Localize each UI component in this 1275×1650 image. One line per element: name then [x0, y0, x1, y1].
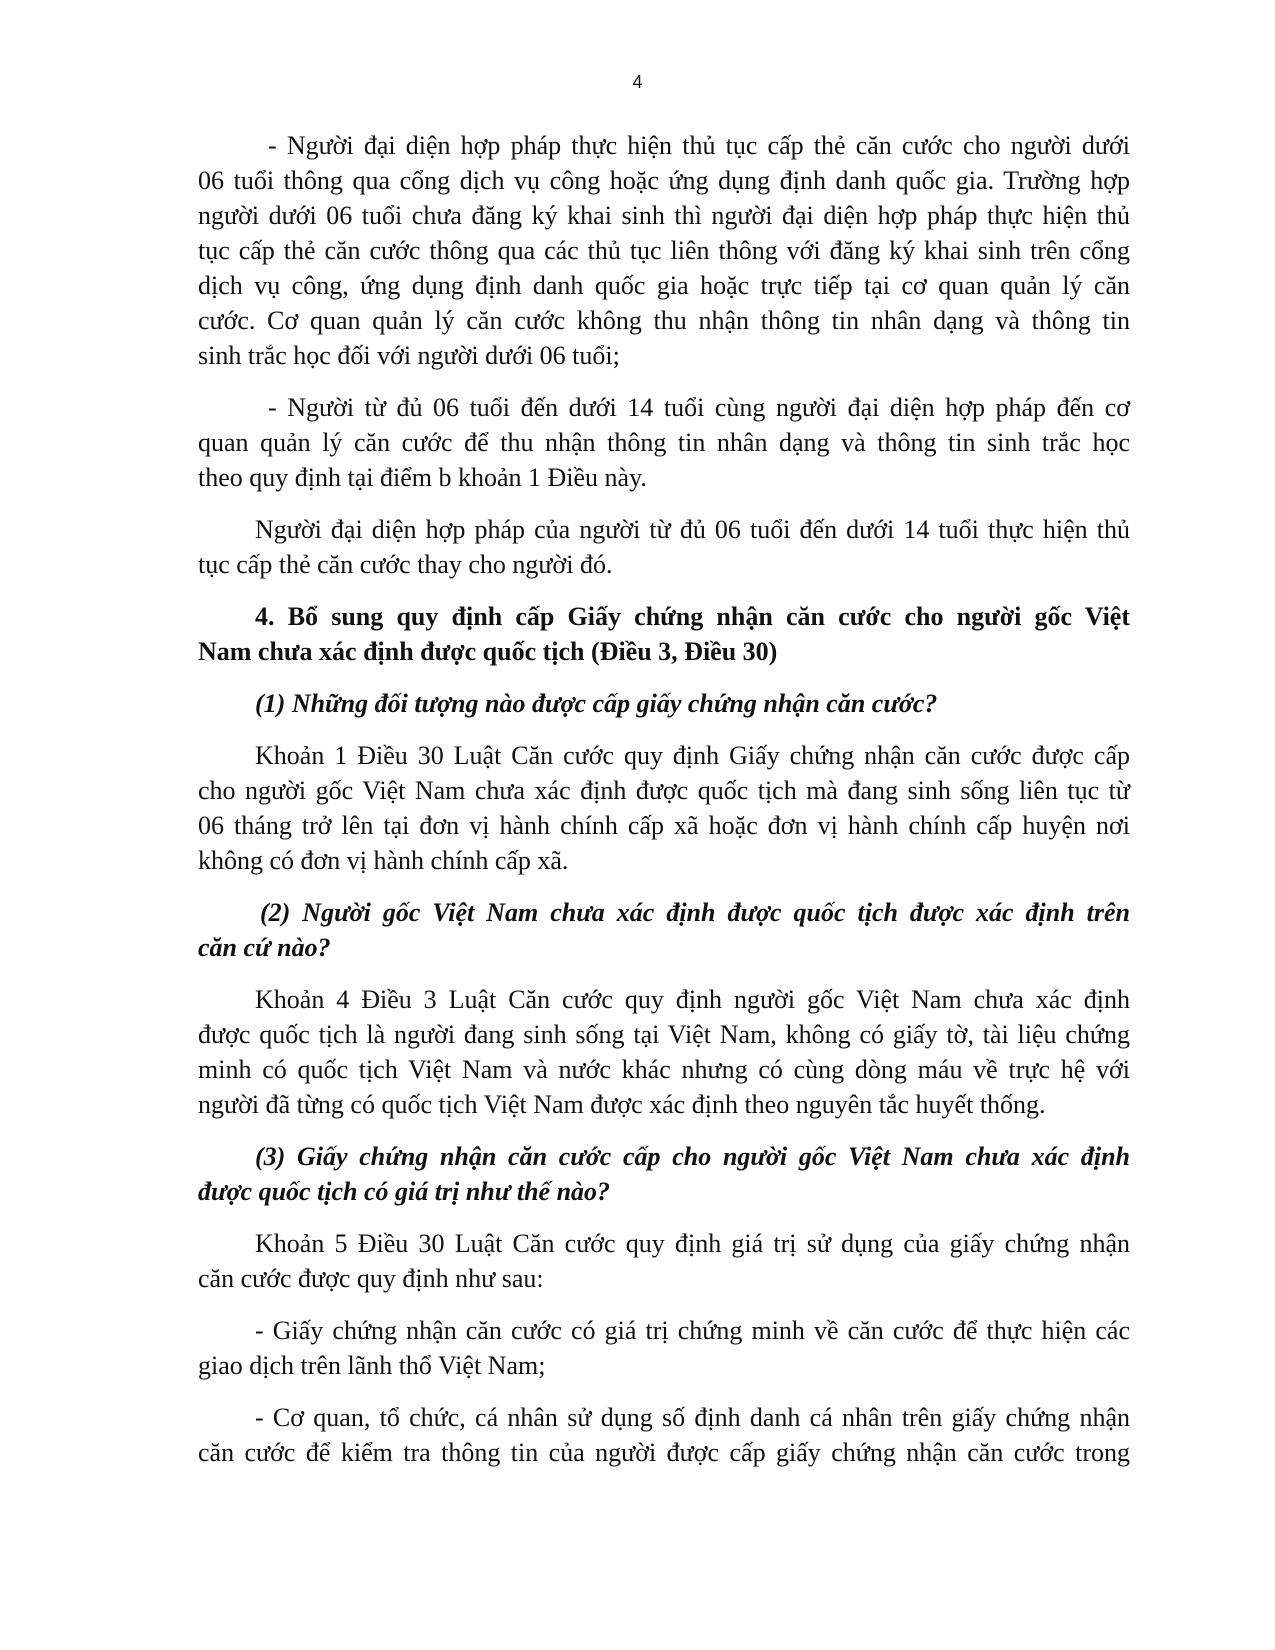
paragraph [198, 1313, 1130, 1383]
text-line: sinh trắc học đối với người dưới 06 tuổi; [198, 341, 620, 370]
paragraph [198, 1400, 1130, 1470]
text-line: 06 tháng trở lên tại đơn vị hành chính cấp xã hoặc đơn vị hành chính cấp huyện nơi [198, 811, 1130, 840]
paragraph [198, 390, 1130, 495]
text-line: 06 tuổi thông qua cổng dịch vụ công hoặc ứng dụng định danh quốc gia. Trường hợp [198, 166, 1130, 195]
text-line: tục cấp thẻ căn cước thay cho người đó. [198, 550, 613, 579]
paragraph [198, 512, 1130, 582]
text-line: - Giấy chứng nhận căn cước có giá trị chứng minh về căn cước để thực hiện các [255, 1316, 1130, 1345]
text-line: - Cơ quan, tổ chức, cá nhân sử dụng số định danh cá nhân trên giấy chứng nhận [255, 1403, 1130, 1432]
section-heading [198, 599, 1130, 669]
text-line: người dưới 06 tuổi chưa đăng ký khai sinh thì người đại diện hợp pháp thực hiện thủ [198, 201, 1130, 230]
text-line: được quốc tịch có giá trị như thế nào? [198, 1177, 611, 1206]
text-line: (1) Những đối tượng nào được cấp giấy chứng nhận căn cước? [255, 689, 938, 718]
text-line: Khoản 5 Điều 30 Luật Căn cước quy định giá trị sử dụng của giấy chứng nhận [255, 1229, 1130, 1258]
text-line: minh có quốc tịch Việt Nam và nước khác nhưng có cùng dòng máu về trực hệ với [198, 1055, 1130, 1084]
text-line: - Người đại diện hợp pháp thực hiện thủ tục cấp thẻ căn cước cho người dưới [268, 131, 1130, 160]
paragraph [198, 738, 1130, 878]
text-line: dịch vụ công, ứng dụng định danh quốc gia hoặc trực tiếp tại cơ quan quản lý căn [198, 271, 1130, 300]
text-line: (2) Người gốc Việt Nam chưa xác định được quốc tịch được xác định trên [260, 898, 1130, 927]
page-number: 4 [632, 72, 643, 92]
text-line: người đã từng có quốc tịch Việt Nam được xác định theo nguyên tắc huyết thống. [198, 1090, 1046, 1119]
section-heading [198, 686, 1130, 721]
paragraph [198, 982, 1130, 1122]
text-line: Khoản 4 Điều 3 Luật Căn cước quy định người gốc Việt Nam chưa xác định [255, 985, 1130, 1014]
text-line: Khoản 1 Điều 30 Luật Căn cước quy định Giấy chứng nhận căn cước được cấp [255, 741, 1130, 770]
document-body [198, 128, 1130, 1487]
text-line: căn cứ nào? [198, 933, 331, 962]
text-line: Nam chưa xác định được quốc tịch (Điều 3, Điều 30) [198, 637, 778, 666]
paragraph [198, 1226, 1130, 1296]
text-line: tục cấp thẻ căn cước thông qua các thủ tục liên thông với đăng ký khai sinh trên cổng [198, 236, 1130, 265]
text-line: quan quản lý căn cước để thu nhận thông tin nhân dạng và thông tin sinh trắc học [198, 428, 1130, 457]
text-line: - Người từ đủ 06 tuổi đến dưới 14 tuổi cùng người đại diện hợp pháp đến cơ [268, 393, 1130, 422]
text-line: theo quy định tại điểm b khoản 1 Điều này. [198, 463, 647, 492]
text-line: giao dịch trên lãnh thổ Việt Nam; [198, 1351, 546, 1380]
text-line: không có đơn vị hành chính cấp xã. [198, 846, 569, 875]
text-line: căn cước để kiểm tra thông tin của người được cấp giấy chứng nhận căn cước trong [198, 1438, 1130, 1467]
section-heading [198, 1139, 1130, 1209]
text-line: (3) Giấy chứng nhận căn cước cấp cho người gốc Việt Nam chưa xác định [255, 1142, 1130, 1171]
text-line: 4. Bổ sung quy định cấp Giấy chứng nhận căn cước cho người gốc Việt [255, 602, 1130, 631]
text-line: Người đại diện hợp pháp của người từ đủ 06 tuổi đến dưới 14 tuổi thực hiện thủ [255, 515, 1130, 544]
text-line: căn cước được quy định như sau: [198, 1264, 544, 1293]
text-line: được quốc tịch là người đang sinh sống tại Việt Nam, không có giấy tờ, tài liệu chứng [198, 1020, 1130, 1049]
section-heading [198, 895, 1130, 965]
text-line: cước. Cơ quan quản lý căn cước không thu nhận thông tin nhân dạng và thông tin [198, 306, 1130, 335]
paragraph [198, 128, 1130, 373]
text-line: cho người gốc Việt Nam chưa xác định được quốc tịch mà đang sinh sống liên tục từ [198, 776, 1130, 805]
